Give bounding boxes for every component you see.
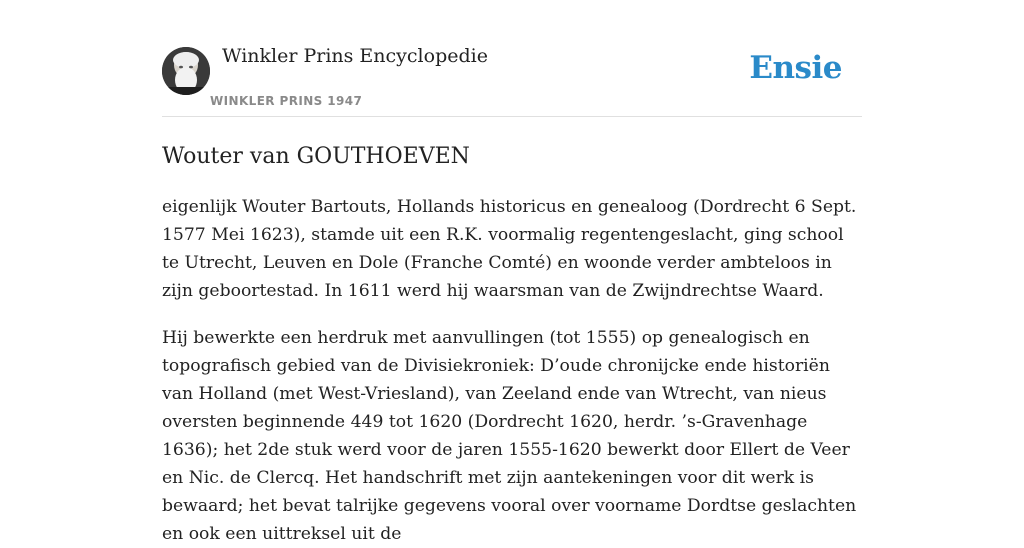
brand-logo[interactable]: Ensie <box>749 50 842 86</box>
author-portrait-icon[interactable] <box>162 47 210 95</box>
article-paragraph: Hij bewerkte een herdruk met aanvullingen (tot 1555) op genealogisch en topografisch gebied van de Divisiekroniek: D’oude chronijcke ende historiën van Holland (met West-Vriesland), van Zeeland ende van Wtrecht, van nieus oversten beginnende 449 tot 1620 (Dordrecht 1620, herdr. ’s-Gravenhage 1636); het 2de stuk werd voor de jaren 1555-1620 bewerkt door Ellert de Veer en Nic. de Clercq. Het handschrift met zijn aantekeningen voor dit werk is bewaard; het bevat talrijke gegevens vooral over voorname Dordtse geslachten en ook een uittreksel uit de <box>162 328 857 544</box>
source-title[interactable]: Winkler Prins Encyclopedie <box>222 45 488 67</box>
page <box>162 0 862 548</box>
article-title: Wouter van GOUTHOEVEN <box>162 144 470 169</box>
portrait-graphic <box>162 47 210 95</box>
article-paragraph: eigenlijk Wouter Bartouts, Hollands historicus en genealoog (Dordrecht 6 Sept. 1577 Mei 1623), stamde uit een R.K. voormalig regentengeslacht, ging school te Utrecht, Leuven en Dole (Franche Comté) en woonde verder ambteloos in zijn geboortestad. In 1611 werd hij waarsman van de Zwijndrechtse Waard. <box>162 197 857 301</box>
source-subtitle: WINKLER PRINS 1947 <box>210 94 363 108</box>
header <box>162 0 862 117</box>
